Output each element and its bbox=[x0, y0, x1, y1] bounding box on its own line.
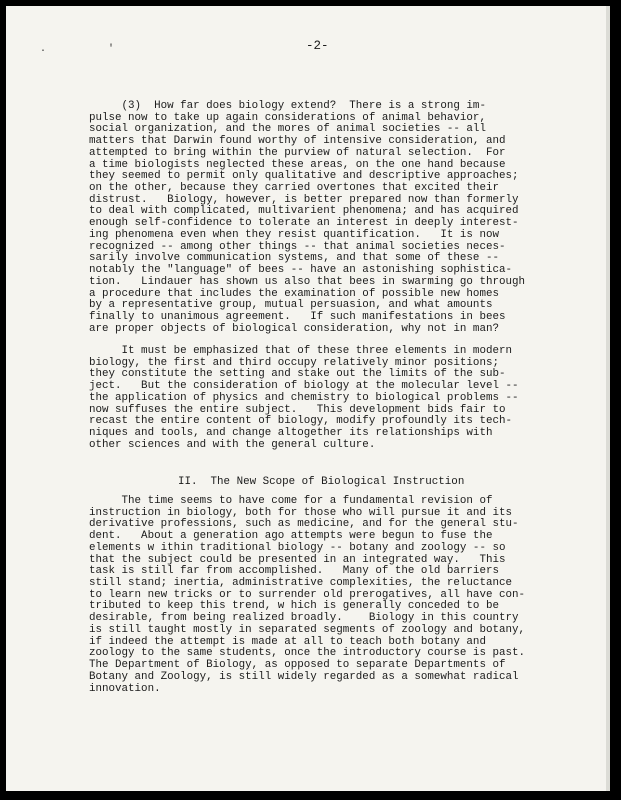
page-number: -2- bbox=[306, 39, 329, 53]
section-heading: II. The New Scope of Biological Instruction bbox=[178, 476, 465, 488]
paragraph-biology-instruction: The time seems to have come for a fundamental revision of instruction in biology, both for those who will pursue it and its derivative professions, such as medicine, and for the general stu- dent. About a generation ago attempts were begun to fuse the elements w ithin traditional biology -- botany and zoology -- so that the subject could be presented in an integrated way. This task is still far from accomplished. Many of the old barriers still stand; inertia, administrative complexities, the reluctance to learn new tricks or to surrender old prerogatives, all have con- tributed to keep this trend, w hich is generally conceded to be desirable, from being realized broadly. Biology in this country is still taught mostly in separated segments of zoology and botany, if indeed the attempt is made at all to teach both botany and zoology to the same students, once the introductory course is past. The Department of Biology, as opposed to separate Departments of Botany and Zoology, is still widely regarded as a somewhat radical innovation. bbox=[89, 495, 525, 695]
margin-marks: . ' bbox=[40, 44, 143, 55]
paragraph-biology-extent: (3) How far does biology extend? There is a strong im- pulse now to take up again considerations of animal behavior, social organization, and the mores of animal societies -- all matters that Darwin found worthy of intensive consideration, and attempted to bring within the purview of natural selection. For a time biologists neglected these areas, on the one hand because they seemed to permit only qualitative and descriptive approaches; on the other, because they carried overtones that excited their distrust. Biology, however, is better prepared now than formerly to deal with complicated, multivarient phenomena; and has acquired enough self-confidence to tolerate an interest in deeply interest- ing phenomena even when they resist quantification. It is now recognized -- among other things -- that animal societies neces- sarily involve communication systems, and that some of these -- notably the "language" of bees -- have an astonishing sophistica- tion. Lindauer has shown us also that bees in swarming go through a procedure that includes the examination of possible new homes by a representative group, mutual persuasion, and what amounts finally to unanimous agreement. If such manifestations in bees are proper objects of biological consideration, why not in man? bbox=[89, 100, 525, 335]
document-page bbox=[6, 6, 610, 791]
paragraph-molecular-biology: It must be emphasized that of these three elements in modern biology, the first and third occupy relatively minor positions; they constitute the setting and stake out the limits of the sub- ject. But the consideration of biology at the molecular level -- the application of physics and chemistry to biological problems -- now suffuses the entire subject. This development bids fair to recast the entire content of biology, modify profoundly its tech- niques and tools, and change altogether its relationships with other sciences and with the general culture. bbox=[89, 345, 519, 451]
